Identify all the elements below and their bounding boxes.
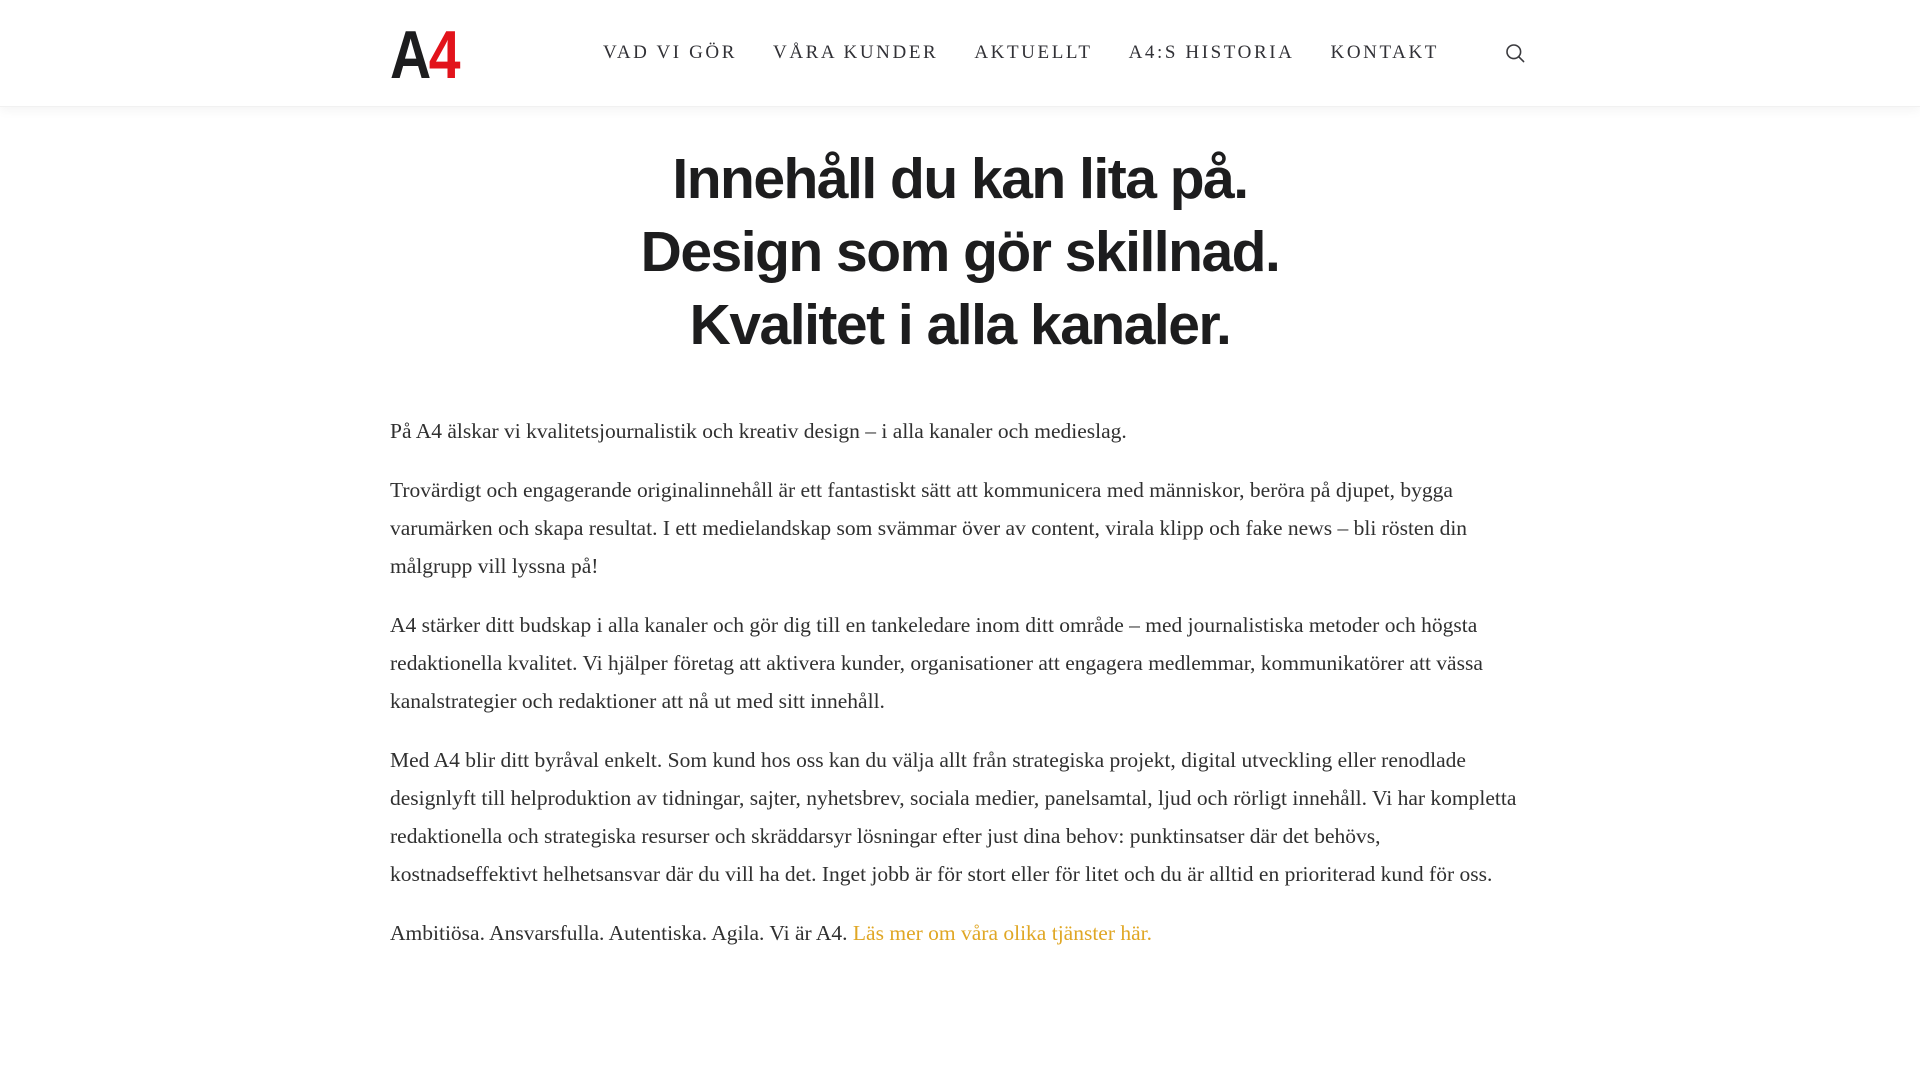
hero-line-3: Kvalitet i alla kanaler. [689,293,1231,357]
nav-item-vara-kunder[interactable]: VÅRA KUNDER [773,42,939,63]
main-content [0,143,1920,952]
brand-logo[interactable] [390,17,458,93]
nav-item-a4s-historia[interactable]: A4:S HISTORIA [1128,42,1295,63]
paragraph-closing [390,914,1530,952]
paragraph-trovardigt: Trovärdigt och engagerande originalinnehåll är ett fantastiskt sätt att kommunicera med människor, beröra på djupet, bygga varumärken och skapa resultat. I ett medielandskap som svämmar över av content, virala klipp och fake news – bli rösten din målgrupp vill lyssna på! [390,478,1468,578]
brand-logo-digit-4: 4 [428,17,458,93]
main-nav [603,39,1530,68]
services-link[interactable]: Läs mer om våra olika tjänster här. [852,921,1153,945]
site-header [0,0,1920,107]
search-icon [1503,41,1528,66]
closing-statement: Ambitiösa. Ansvarsfulla. Autentiska. Agila. Vi är A4. [390,921,848,945]
hero-line-2: Design som gör skillnad. [640,220,1280,284]
hero-headline [0,143,1920,362]
search-button[interactable] [1501,39,1530,68]
intro-copy [390,412,1530,952]
paragraph-intro: På A4 älskar vi kvalitetsjournalistik och kreativ design – i alla kanaler och medieslag. [390,419,1127,443]
nav-item-kontakt[interactable]: KONTAKT [1330,42,1439,63]
paragraph-byraval: Med A4 blir ditt byråval enkelt. Som kund hos oss kan du välja allt från strategiska projekt, digital utveckling eller renodlade designlyft till helproduktion av tidningar, sajter, nyhetsbrev, sociala medier, panelsamtal, ljud och rörligt innehåll. Vi har kompletta redaktionella och strategiska resurser och skräddarsyr lösningar efter just dina behov: punktinsatser där det behövs, kostnadseffektivt helhetsansvar där du vill ha det. Inget jobb är för stort eller för litet och du är alltid en prioriterad kund för oss. [390,748,1517,886]
paragraph-starker-budskap: A4 stärker ditt budskap i alla kanaler och gör dig till en tankeledare inom ditt område – med journalistiska metoder och högsta redaktionella kvalitet. Vi hjälper företag att aktivera kunder, organisationer att engagera medlemmar, kommunikatörer att vässa kanalstrategier och redaktioner att nå ut med sitt innehåll. [390,613,1483,713]
hero-line-1: Innehåll du kan lita på. [672,147,1248,211]
nav-item-vad-vi-gor[interactable]: VAD VI GÖR [602,42,737,63]
nav-item-aktuellt[interactable]: AKTUELLT [974,42,1093,63]
brand-logo-letter-a: A [390,17,429,93]
header-container [390,0,1530,106]
